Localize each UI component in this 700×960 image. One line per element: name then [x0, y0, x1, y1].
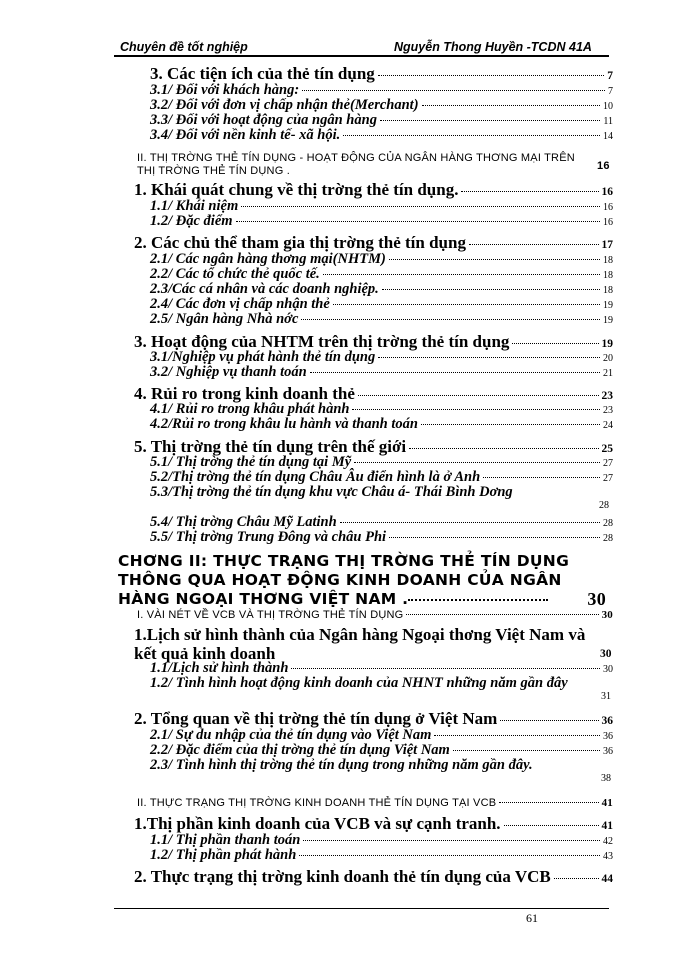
toc-entry[interactable]: 2.3/Các cá nhân và các doanh nghiệp. 18 — [150, 281, 613, 297]
toc-entry[interactable]: 1.1/ Thị phần thanh toán 42 — [150, 832, 613, 848]
toc-page-number: 31 — [601, 691, 611, 702]
toc-entry[interactable]: 5.5/ Thị trờng Trung Đông và châu Phi 28 — [150, 529, 613, 545]
page-number: 61 — [526, 911, 538, 925]
toc-entry[interactable]: 2.1/ Các ngân hàng thơng mại(NHTM) 18 — [150, 251, 613, 267]
header-rule — [114, 55, 609, 57]
toc-entry[interactable]: 4.2/Rủi ro trong khâu lu hành và thanh toán 24 — [150, 416, 613, 432]
running-header — [114, 38, 609, 56]
toc-entry[interactable]: 3.4/ Đối với nền kinh tế- xã hội. 14 — [150, 127, 613, 143]
toc-section-heading[interactable]: II. THỊ TRỜNG THẺ TÍN DỤNG - HOẠT ĐỘNG CỦA NGÂN HÀNG THƠNG MẠI TRÊN THỊ TRỜNG THẺ TÍN DỤNG . — [137, 152, 575, 177]
toc-entry[interactable]: 2.3/ Tình hình thị trờng thẻ tín dụng trong những năm gần đây. — [150, 757, 533, 773]
toc-entry[interactable]: 3.1/Nghiệp vụ phát hành thẻ tín dụng 20 — [150, 349, 613, 365]
toc-entry[interactable]: 4.1/ Rủi ro trong khâu phát hành 23 — [150, 401, 613, 417]
toc-entry[interactable]: 1.1/ Khái niệm 16 — [150, 198, 613, 214]
toc-entry[interactable]: 1.Lịch sử hình thành của Ngân hàng Ngoại thơng Việt Nam và kết quả kinh doanh — [134, 625, 586, 663]
footer-rule — [114, 908, 609, 909]
toc-entry[interactable]: 2. Tổng quan về thị trờng thẻ tín dụng ở Việt Nam 36 — [134, 709, 613, 728]
toc-entry[interactable]: 3.1/ Đối với khách hàng: 7 — [150, 82, 613, 98]
toc-entry[interactable]: 5.2/Thị trờng thẻ tín dụng Châu Âu điển hình là ở Anh 27 — [150, 469, 613, 485]
toc-entry[interactable]: 2.5/ Ngân hàng Nhà nớc 19 — [150, 311, 613, 327]
toc-page-number: 30 — [600, 648, 612, 660]
toc-entry[interactable]: 3. Các tiện ích của thẻ tín dụng 7 — [150, 64, 613, 83]
header-author: Nguyễn Thong Huyền -TCDN 41A — [394, 40, 592, 54]
toc-entry[interactable]: 5.1/ Thị trờng thẻ tín dụng tại Mỹ 27 — [150, 454, 613, 470]
toc-page-number: 16 — [597, 160, 610, 172]
toc-entry[interactable]: 1.2/ Tình hình hoạt động kinh doanh của NHNT những năm gần đây — [150, 675, 568, 691]
toc-entry[interactable]: 3.2/ Đối với đơn vị chấp nhận thẻ(Merchant) 10 — [150, 97, 613, 113]
toc-entry[interactable]: 1.2/ Đặc điểm 16 — [150, 213, 613, 229]
toc-entry[interactable]: 2.2/ Đặc điểm của thị trờng thẻ tín dụng Việt Nam 36 — [150, 742, 613, 758]
toc-entry[interactable]: 1.1/Lịch sử hình thành 30 — [150, 660, 613, 676]
toc-entry[interactable]: 3.3/ Đối với hoạt động của ngân hàng 11 — [150, 112, 613, 128]
toc-entry[interactable]: 1.Thị phần kinh doanh của VCB và sự cạnh tranh. 41 — [134, 814, 613, 833]
toc-entry[interactable]: 2. Thực trạng thị trờng kinh doanh thẻ tín dụng của VCB 44 — [134, 867, 613, 886]
toc-entry[interactable]: 2. Các chủ thể tham gia thị trờng thẻ tín dụng 17 — [134, 233, 613, 252]
toc-entry[interactable]: 5. Thị trờng thẻ tín dụng trên thế giới 25 — [134, 437, 613, 456]
header-title: Chuyên đề tốt nghiệp — [120, 40, 248, 54]
toc-entry[interactable]: 5.4/ Thị trờng Châu Mỹ Latinh 28 — [150, 514, 613, 530]
toc-page-number: 38 — [601, 773, 611, 784]
toc-entry[interactable]: 2.1/ Sự du nhập của thẻ tín dụng vào Việt Nam 36 — [150, 727, 613, 743]
toc-entry[interactable]: 1. Khái quát chung về thị trờng thẻ tín dụng. 16 — [134, 180, 613, 199]
toc-section-heading[interactable]: II. THỰC TRẠNG THỊ TRỜNG KINH DOANH THẺ TÍN DỤNG TẠI VCB 41 — [137, 797, 613, 809]
toc-entry[interactable]: 1.2/ Thị phần phát hành 43 — [150, 847, 613, 863]
toc-section-heading[interactable]: I. VÀI NÉT VỀ VCB VÀ THỊ TRỜNG THẺ TÍN DỤNG 30 — [137, 609, 613, 621]
toc-entry[interactable]: 2.4/ Các đơn vị chấp nhận thẻ 19 — [150, 296, 613, 312]
toc-entry[interactable]: 3. Hoạt động của NHTM trên thị trờng thẻ tín dụng 19 — [134, 332, 613, 351]
chapter-heading[interactable]: CHƠNG II: THỰC TRẠNG THỊ TRỜNG THẺ TÍN DỤNG THÔNG QUA HOẠT ĐỘNG KINH DOANH CỦA NGÂN HÀNG NGOẠI THƠNG VIỆT NAM . 30 — [118, 552, 606, 609]
chapter-page-number: 30 — [587, 589, 606, 609]
toc-entry[interactable]: 2.2/ Các tổ chức thẻ quốc tế. 18 — [150, 266, 613, 282]
toc-entry[interactable]: 3.2/ Nghiệp vụ thanh toán 21 — [150, 364, 613, 380]
toc-entry[interactable]: 4. Rủi ro trong kinh doanh thẻ 23 — [134, 384, 613, 403]
toc-page-number: 28 — [599, 500, 609, 511]
toc-entry[interactable]: 5.3/Thị trờng thẻ tín dụng khu vực Châu á- Thái Bình Dơng — [150, 484, 513, 500]
